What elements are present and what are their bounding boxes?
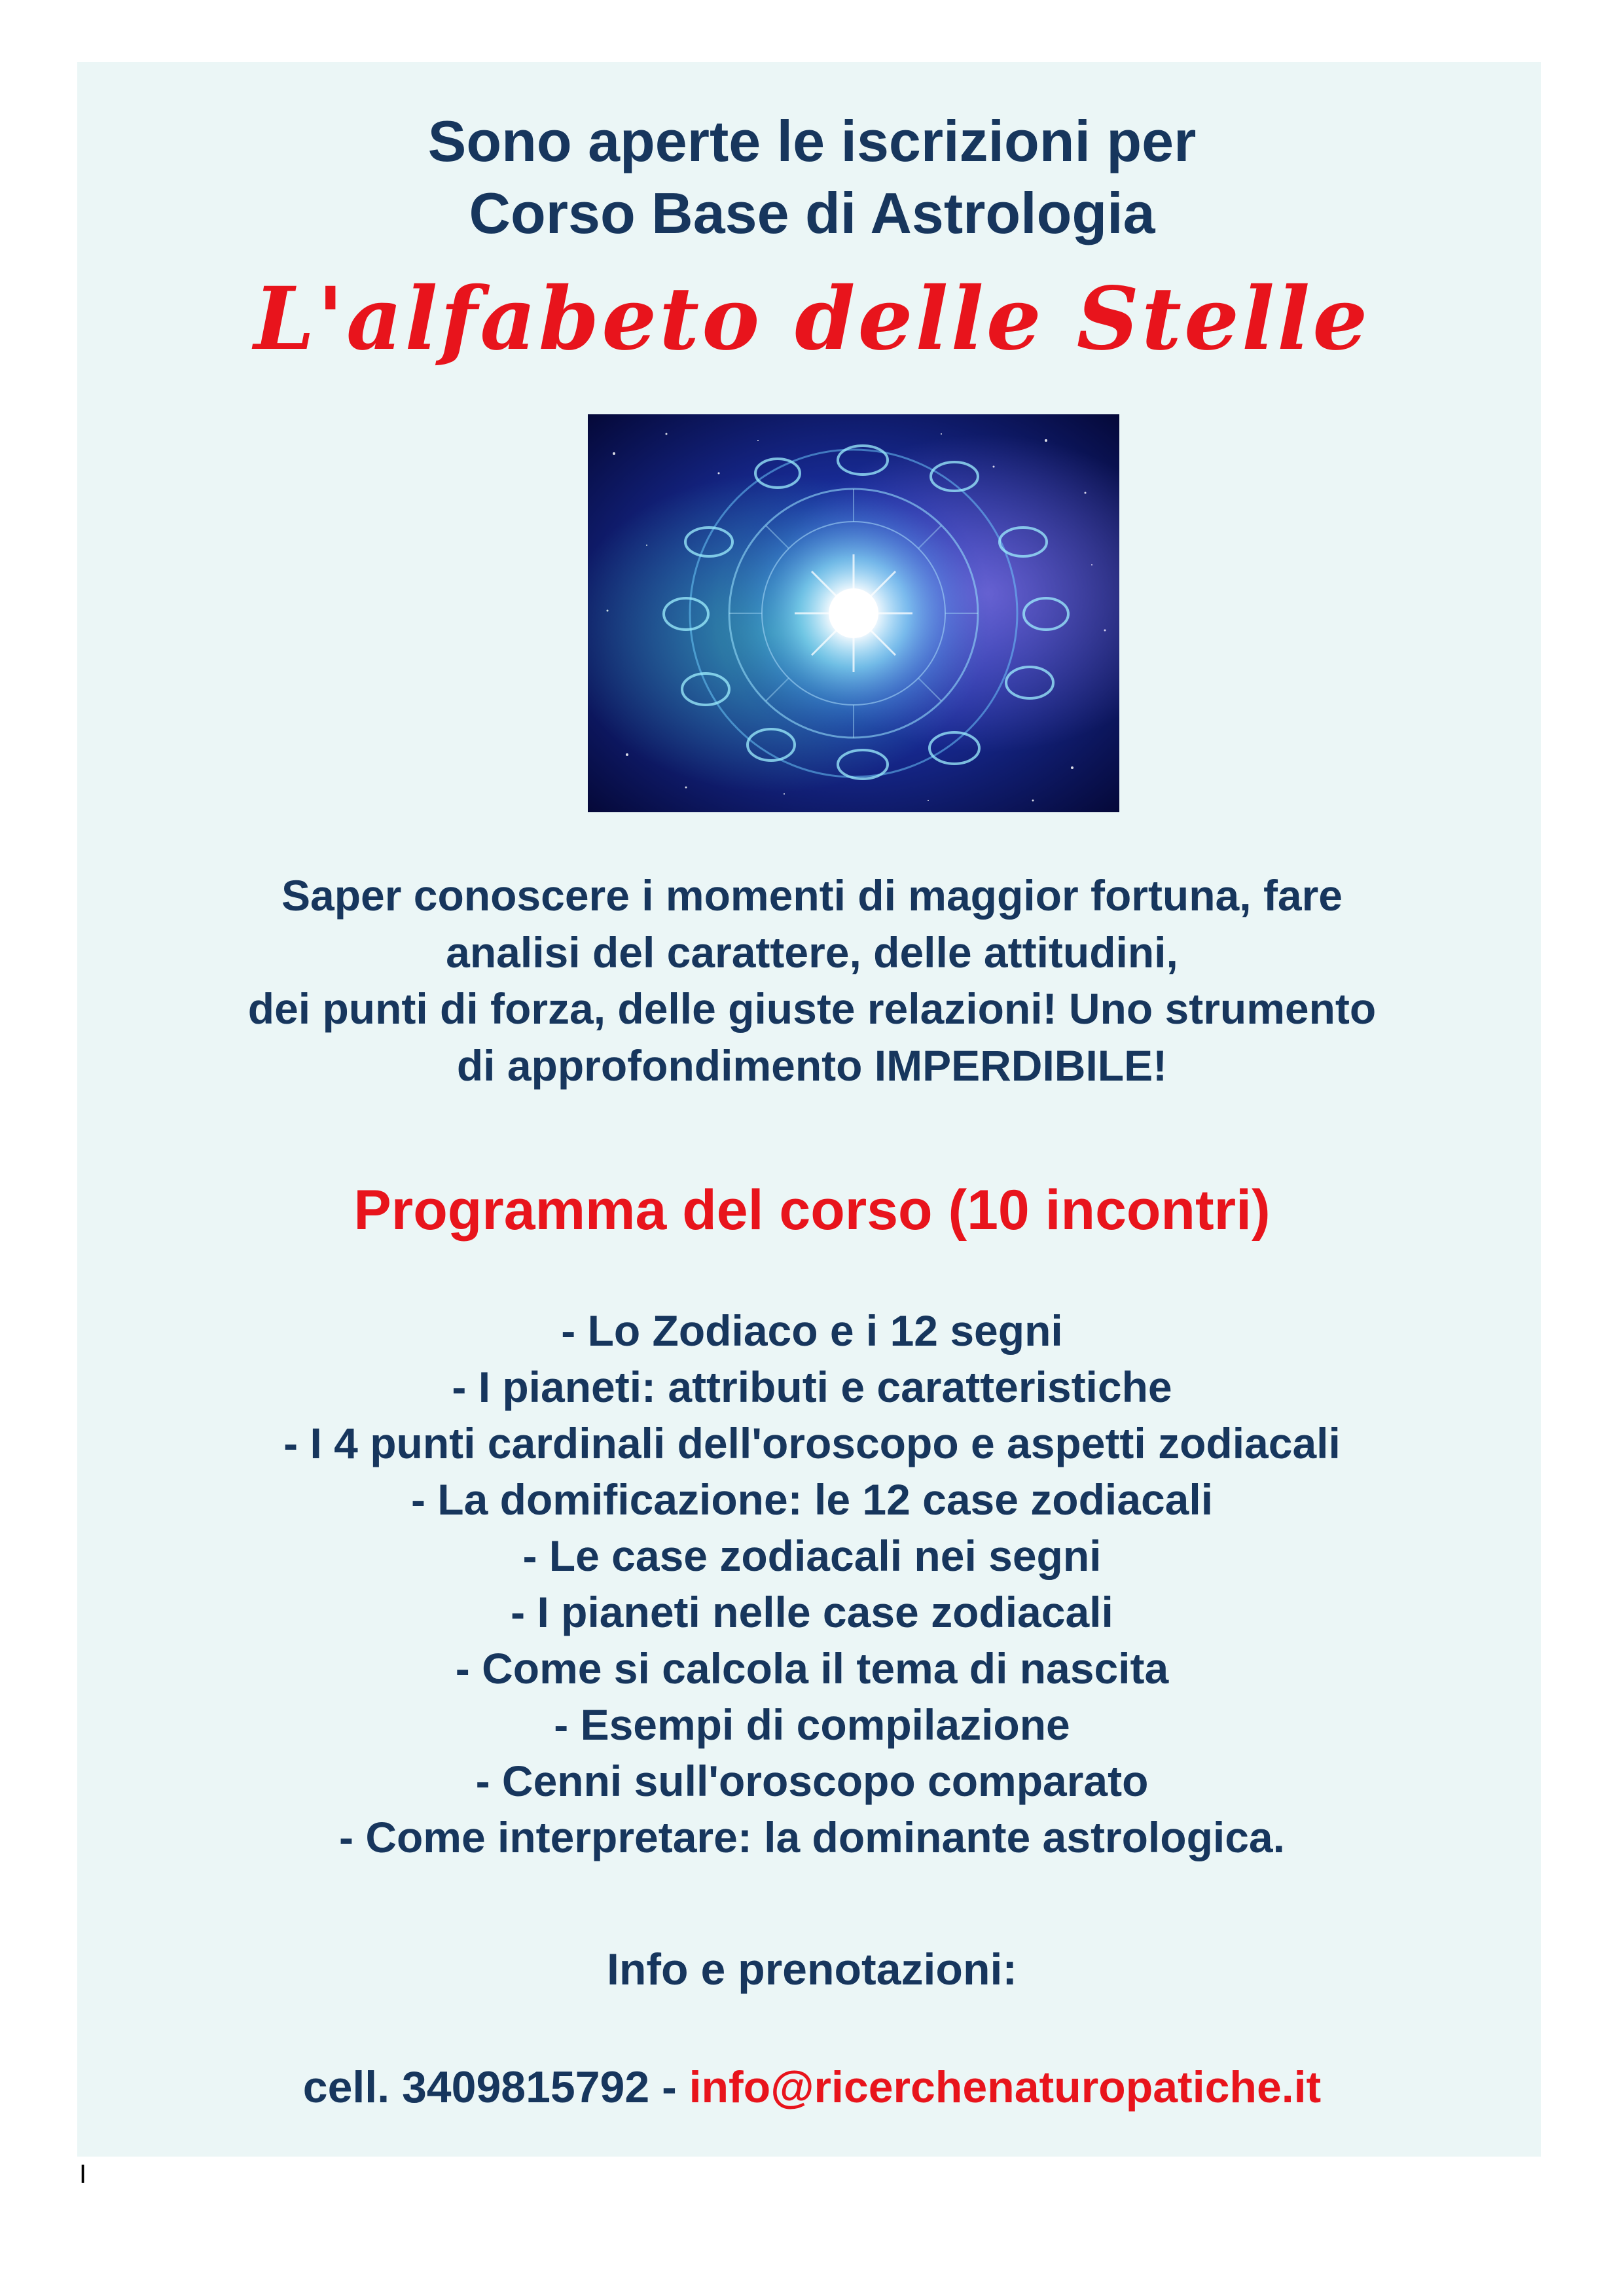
program-item: - Lo Zodiaco e i 12 segni <box>561 1306 1063 1355</box>
phone-number: cell. 3409815792 - <box>302 2062 689 2112</box>
header-line-2: Corso Base di Astrologia <box>469 181 1155 245</box>
program-item: - Esempi di compilazione <box>554 1700 1070 1749</box>
description-line-2: analisi del carattere, delle attitudini, <box>446 928 1178 977</box>
description-line-1: Saper conoscere i momenti di maggior fortuna, fare <box>281 871 1343 920</box>
description-line-4: di approfondimento IMPERDIBILE! <box>456 1041 1168 1090</box>
course-name: L'alfabeto delle Stelle <box>253 268 1371 370</box>
program-item: - La domificazione: le 12 case zodiacali <box>410 1475 1214 1524</box>
info-label: Info e prenotazioni: <box>606 1945 1018 1994</box>
page-mark: I <box>79 2160 87 2189</box>
program-item: - Le case zodiacali nei segni <box>522 1532 1102 1580</box>
program-item: - Come interpretare: la dominante astrologica. <box>339 1813 1285 1861</box>
email-address[interactable]: info@ricerchenaturopatiche.it <box>689 2062 1322 2112</box>
header-line-1: Sono aperte le iscrizioni per <box>427 109 1197 173</box>
program-item: - I pianeti: attributi e caratteristiche <box>452 1363 1172 1411</box>
program-item: - I 4 punti cardinali dell'oroscopo e aspetti zodiacali <box>283 1419 1341 1467</box>
program-item: - Come si calcola il tema di nascita <box>455 1644 1169 1693</box>
program-title: Programma del corso (10 incontri) <box>353 1179 1271 1242</box>
zodiac-wheel-image <box>588 414 1119 812</box>
program-item: - Cenni sull'oroscopo comparato <box>475 1757 1149 1805</box>
description-line-3: dei punti di forza, delle giuste relazioni! Uno strumento <box>247 984 1377 1033</box>
program-item: - I pianeti nelle case zodiacali <box>511 1588 1113 1636</box>
contact-line <box>0 2062 1624 2113</box>
